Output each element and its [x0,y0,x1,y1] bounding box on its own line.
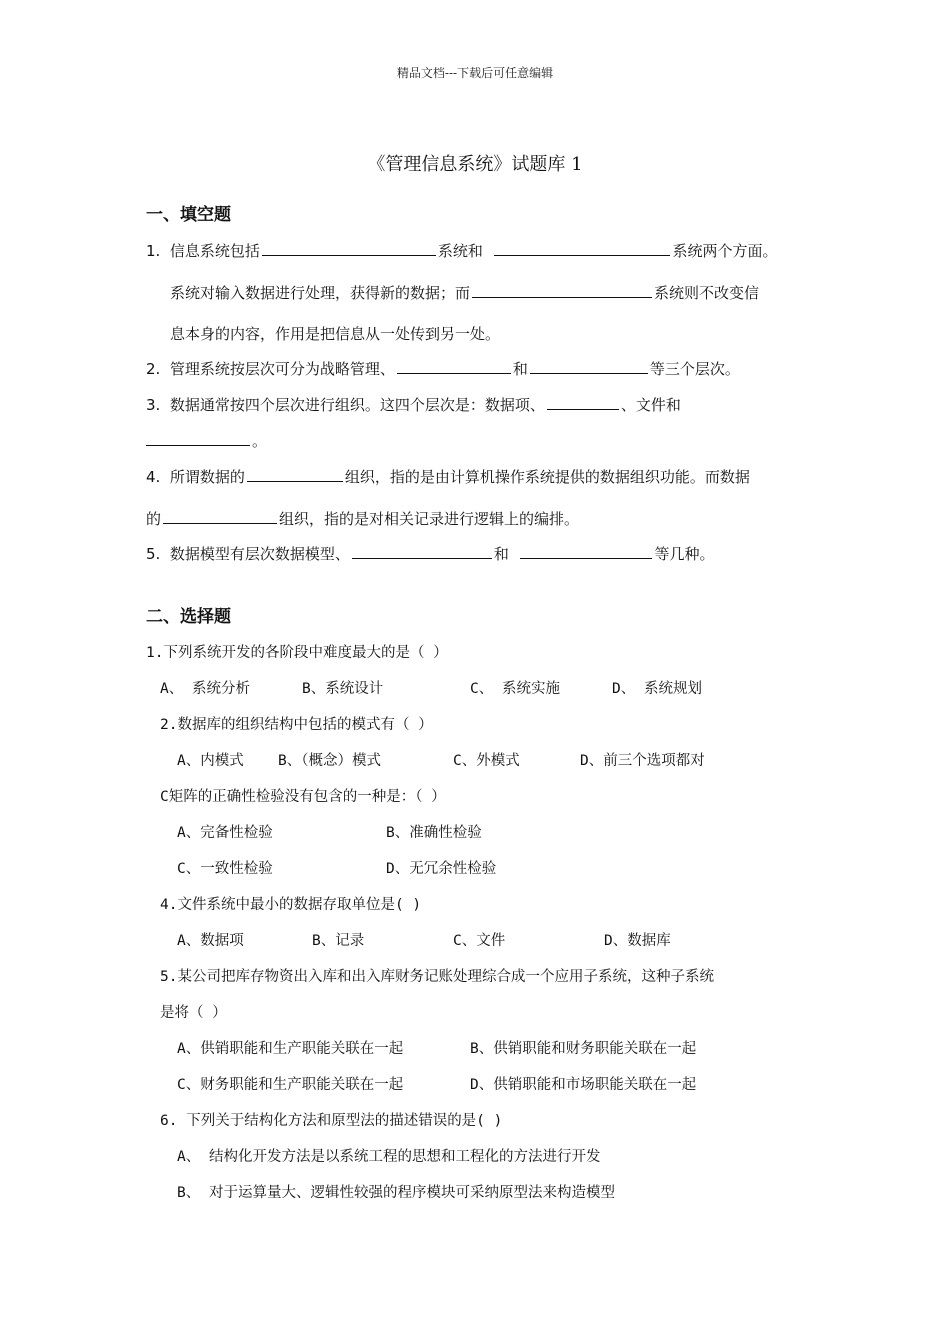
q4-text-b: 组织，指的是由计算机操作系统提供的数据组织功能。而数据 [344,468,750,486]
choice-q2-option-b[interactable]: B、（概念）模式 [278,753,381,769]
q5-text-a: 数据模型有层次数据模型、 [169,545,350,563]
q1-text-d: 系统对输入数据进行处理，获得新的数据；而 [170,284,471,302]
choice-q5-stem-line1: 5.某公司把库存物资出入库和出入库财务记账处理综合成一个应用子系统，这种子系统 [160,969,714,985]
q2-text-b: 和 [512,360,528,378]
choice-q4-stem: 4.文件系统中最小的数据存取单位是( ) [160,897,422,913]
choice-q5-option-c[interactable]: C、财务职能和生产职能关联在一起 [177,1077,404,1093]
q2-text-a: 管理系统按层次可分为战略管理、 [169,360,395,378]
q4-text-c: 的 [146,510,162,528]
choice-q5-option-a[interactable]: A、供销职能和生产职能关联在一起 [177,1041,404,1057]
choice-q5-option-b[interactable]: B、供销职能和财务职能关联在一起 [470,1041,697,1057]
choice-q5-stem-line2: 是将（ ） [160,1005,227,1021]
answer-blank[interactable] [547,394,619,410]
q5-text-c: 等几种。 [654,545,715,563]
answer-blank[interactable] [520,543,652,559]
choice-q1-option-b[interactable]: B、系统设计 [302,681,384,697]
answer-blank[interactable] [163,508,277,524]
answer-blank[interactable] [472,282,652,298]
fill-q3-line1 [146,394,681,415]
section-choice-heading: 二、选择题 [146,607,231,627]
q3-text-b: 、文件和 [620,396,681,414]
choice-q4-option-c[interactable]: C、文件 [453,933,506,949]
answer-blank[interactable] [530,358,648,374]
q2-text-c: 等三个层次。 [649,360,740,378]
choice-q6-stem: 6. 下列关于结构化方法和原型法的描述错误的是( ) [160,1113,503,1129]
fill-q2 [146,358,740,379]
choice-q5-option-d[interactable]: D、供销职能和市场职能关联在一起 [470,1077,697,1093]
q3-text-c: 。 [252,432,268,450]
question-number: 4. [146,468,161,486]
answer-blank[interactable] [247,466,343,482]
fill-q3-line2 [146,430,267,451]
q1-text-e: 系统则不改变信 [654,284,760,302]
fill-q5 [146,543,714,564]
q1-text-c: 系统两个方面。 [672,242,778,260]
choice-q4-option-d[interactable]: D、数据库 [604,933,671,949]
question-number: 2. [146,360,161,378]
choice-q3-stem: C矩阵的正确性检验没有包含的一种是：（ ） [160,789,446,805]
choice-q1-option-a[interactable]: A、 系统分析 [160,681,250,697]
choice-q6-option-b[interactable]: B、 对于运算量大、逻辑性较强的程序模块可采纳原型法来构造模型 [177,1185,615,1201]
section-fill-blank-heading: 一、填空题 [146,205,231,225]
q1-text-b: 系统和 [437,242,483,260]
choice-q1-option-d[interactable]: D、 系统规划 [612,681,702,697]
answer-blank[interactable] [352,543,492,559]
choice-q2-option-a[interactable]: A、内模式 [177,753,244,769]
question-number: 5. [146,545,161,563]
fill-q4-line2 [146,508,579,529]
question-number: 1. [146,242,161,260]
fill-q4-line1 [146,466,750,487]
choice-q4-option-a[interactable]: A、数据项 [177,933,244,949]
choice-q2-stem: 2.数据库的组织结构中包括的模式有（ ） [160,717,433,733]
choice-q1-option-c[interactable]: C、 系统实施 [470,681,560,697]
document-title: 《管理信息系统》试题库 1 [367,154,583,175]
answer-blank[interactable] [397,358,511,374]
fill-q1-line3: 息本身的内容，作用是把信息从一处传到另一处。 [170,325,501,343]
choice-q3-option-a[interactable]: A、完备性检验 [177,825,273,841]
answer-blank[interactable] [146,430,250,446]
choice-q3-option-d[interactable]: D、无冗余性检验 [386,861,497,877]
question-number: 3. [146,396,161,414]
choice-q2-option-d[interactable]: D、前三个选项都对 [580,753,705,769]
q4-text-d: 组织，指的是对相关记录进行逻辑上的编排。 [279,510,580,528]
q1-text-a: 信息系统包括 [169,242,260,260]
q4-text-a: 所谓数据的 [169,468,245,486]
q5-text-b: 和 [493,545,509,563]
choice-q4-option-b[interactable]: B、记录 [312,933,365,949]
choice-q3-option-b[interactable]: B、准确性检验 [386,825,482,841]
choice-q3-option-c[interactable]: C、一致性检验 [177,861,273,877]
fill-q1-line1 [146,240,777,261]
choice-q6-option-a[interactable]: A、 结构化开发方法是以系统工程的思想和工程化的方法进行开发 [177,1149,601,1165]
choice-q1-stem: 1.下列系统开发的各阶段中难度最大的是（ ） [146,645,448,661]
page-header: 精品文档---下载后可任意编辑 [396,66,554,80]
fill-q1-line2 [170,282,759,303]
q3-text-a: 数据通常按四个层次进行组织。这四个层次是：数据项、 [169,396,545,414]
answer-blank[interactable] [494,240,670,256]
answer-blank[interactable] [262,240,436,256]
choice-q2-option-c[interactable]: C、外模式 [453,753,520,769]
